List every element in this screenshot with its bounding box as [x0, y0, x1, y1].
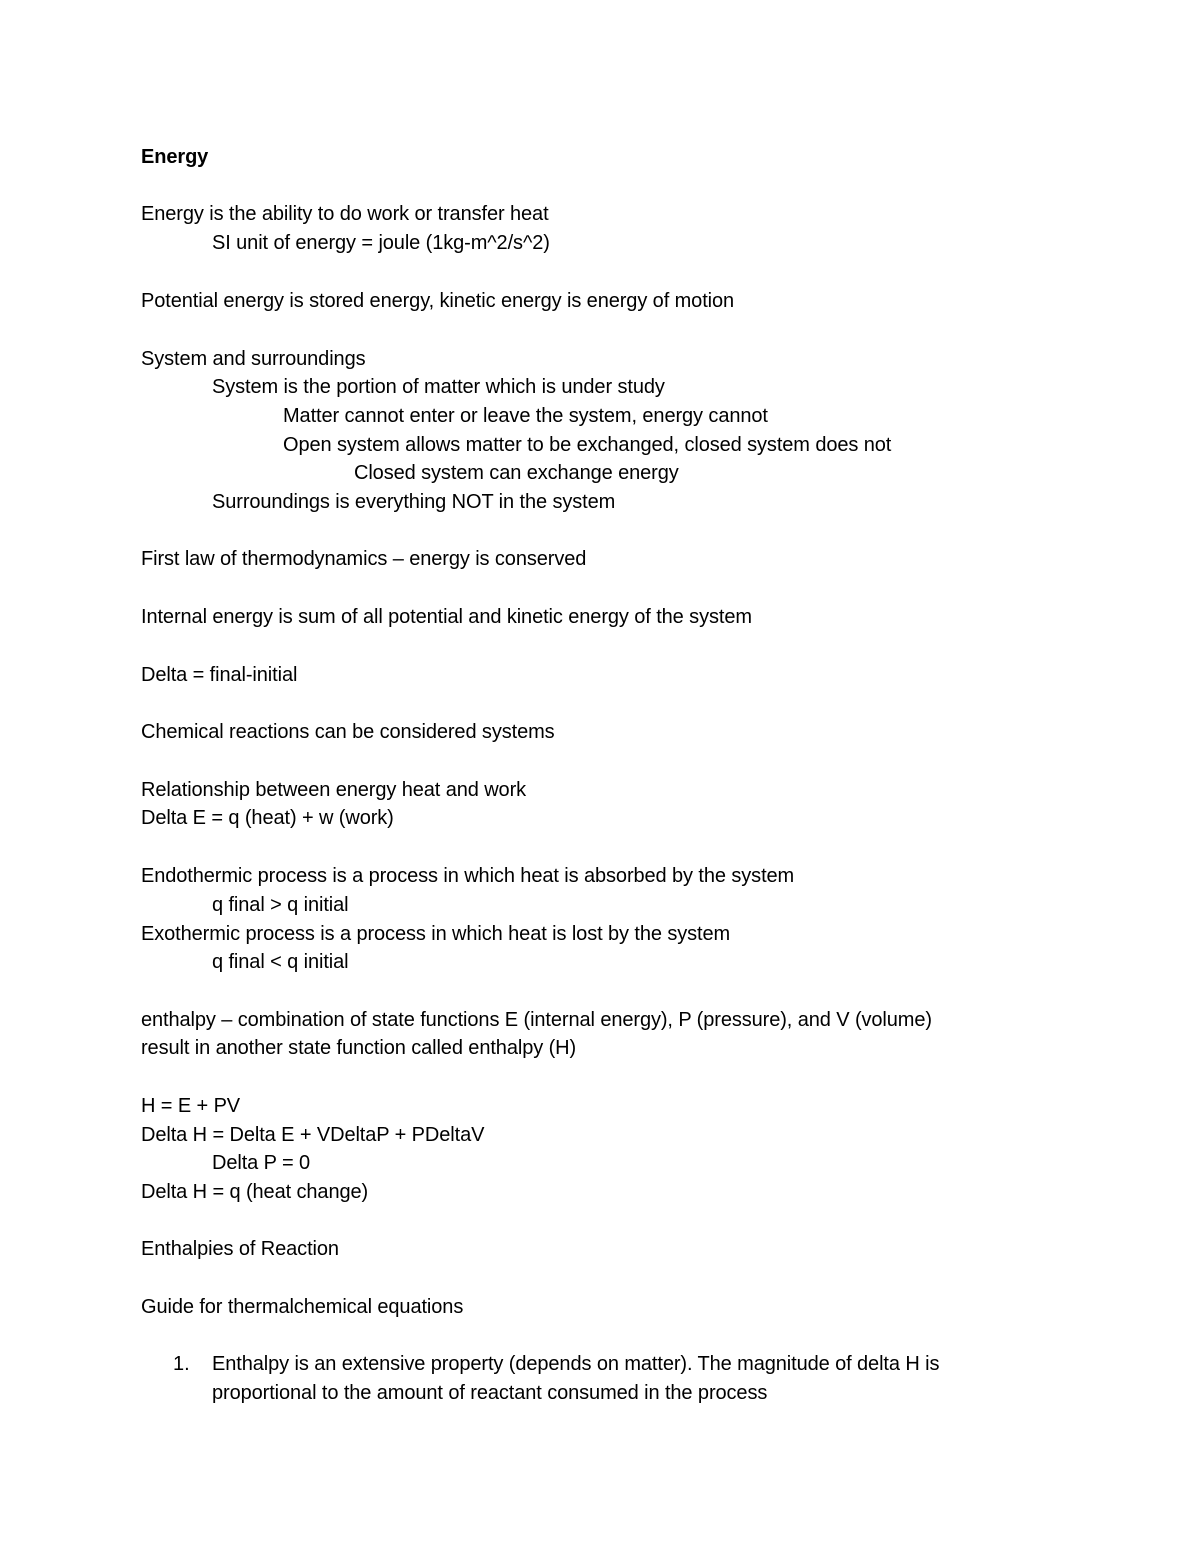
text-line: Delta = final-initial: [141, 664, 298, 686]
list-number: 1.: [173, 1353, 190, 1375]
page-title: Energy: [141, 146, 209, 168]
text-line: q final < q initial: [212, 951, 349, 973]
text-line: Endothermic process is a process in which heat is absorbed by the system: [141, 865, 795, 887]
text-line: Energy is the ability to do work or transfer heat: [141, 203, 549, 225]
list-item-text: proportional to the amount of reactant consumed in the process: [212, 1382, 768, 1404]
text-line: Delta E = q (heat) + w (work): [141, 807, 394, 829]
text-line: System and surroundings: [141, 348, 366, 370]
text-line: Delta P = 0: [212, 1152, 311, 1174]
text-line: SI unit of energy = joule (1kg-m^2/s^2): [212, 232, 550, 254]
text-line: Delta H = q (heat change): [141, 1181, 369, 1203]
text-line: Closed system can exchange energy: [354, 462, 679, 484]
text-line: Exothermic process is a process in which heat is lost by the system: [141, 923, 731, 945]
text-line: Surroundings is everything NOT in the system: [212, 491, 616, 513]
text-line: Open system allows matter to be exchanged, closed system does not: [283, 434, 892, 456]
text-line: Potential energy is stored energy, kinetic energy is energy of motion: [141, 290, 735, 312]
text-line: Enthalpies of Reaction: [141, 1238, 339, 1260]
text-line: Internal energy is sum of all potential and kinetic energy of the system: [141, 606, 752, 628]
text-line: Matter cannot enter or leave the system, energy cannot: [283, 405, 768, 427]
text-line: Guide for thermalchemical equations: [141, 1296, 464, 1318]
text-line: Delta H = Delta E + VDeltaP + PDeltaV: [141, 1124, 485, 1146]
text-line: Chemical reactions can be considered systems: [141, 721, 555, 743]
text-line: result in another state function called enthalpy (H): [141, 1037, 577, 1059]
text-line: System is the portion of matter which is under study: [212, 376, 665, 398]
text-line: Relationship between energy heat and work: [141, 779, 527, 801]
text-line: First law of thermodynamics – energy is conserved: [141, 548, 587, 570]
text-line: enthalpy – combination of state functions E (internal energy), P (pressure), and V (volume): [141, 1009, 932, 1031]
text-line: q final > q initial: [212, 894, 349, 916]
text-line: H = E + PV: [141, 1095, 241, 1117]
list-item-text: Enthalpy is an extensive property (depends on matter). The magnitude of delta H is: [212, 1353, 940, 1375]
